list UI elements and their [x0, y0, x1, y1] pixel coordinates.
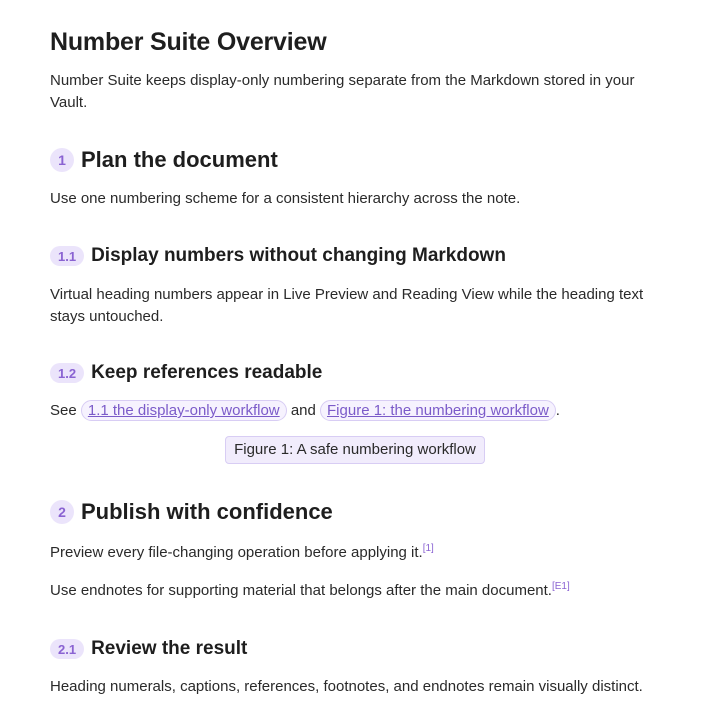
- heading-number-badge: 1.2: [50, 363, 84, 383]
- heading-display-numbers: [50, 245, 506, 267]
- paragraph-footnote: [50, 542, 670, 564]
- intro-paragraph: Number Suite keeps display-only numbering separate from the Markdown stored in your Vault.: [50, 72, 635, 111]
- heading-text: Display numbers without changing Markdown: [91, 245, 506, 266]
- heading-publish-with-confidence: [50, 499, 333, 525]
- endnote-marker[interactable]: [E1]: [551, 581, 570, 592]
- text-period: .: [555, 402, 560, 419]
- heading-number-badge: 2: [50, 500, 74, 524]
- paragraph-text: Preview every file-changing operation before applying it.: [50, 544, 423, 561]
- heading-text: Review the result: [91, 638, 248, 659]
- text-see: See: [50, 402, 77, 419]
- cross-reference-link-heading[interactable]: 1.1 the display-only workflow: [81, 400, 287, 421]
- paragraph: Heading numerals, captions, references, footnotes, and endnotes remain visually distinct.: [50, 678, 643, 695]
- figure-caption: Figure 1: A safe numbering workflow: [225, 436, 485, 464]
- references-paragraph: [50, 400, 690, 422]
- paragraph-endnote: [50, 580, 690, 602]
- paragraph-text: Use endnotes for supporting material that belongs after the main document.: [50, 582, 552, 599]
- page-title: Number Suite Overview: [50, 28, 327, 56]
- paragraph: Use one numbering scheme for a consistent hierarchy across the note.: [50, 190, 521, 207]
- text-and: and: [290, 402, 316, 419]
- figure-caption-row: [0, 436, 710, 464]
- cross-reference-link-figure[interactable]: Figure 1: the numbering workflow: [320, 400, 556, 421]
- footnote-marker[interactable]: [1]: [422, 543, 434, 554]
- heading-text: Keep references readable: [91, 362, 323, 383]
- heading-number-badge: 1.1: [50, 246, 84, 266]
- paragraph: Virtual heading numbers appear in Live Preview and Reading View while the heading text stays untouched.: [50, 286, 644, 325]
- heading-text: Publish with confidence: [81, 499, 333, 524]
- heading-review-the-result: [50, 638, 247, 660]
- heading-text: Plan the document: [81, 147, 278, 172]
- heading-number-badge: 2.1: [50, 639, 84, 659]
- heading-number-badge: 1: [50, 148, 74, 172]
- heading-plan-the-document: [50, 147, 278, 173]
- heading-keep-references: [50, 362, 322, 384]
